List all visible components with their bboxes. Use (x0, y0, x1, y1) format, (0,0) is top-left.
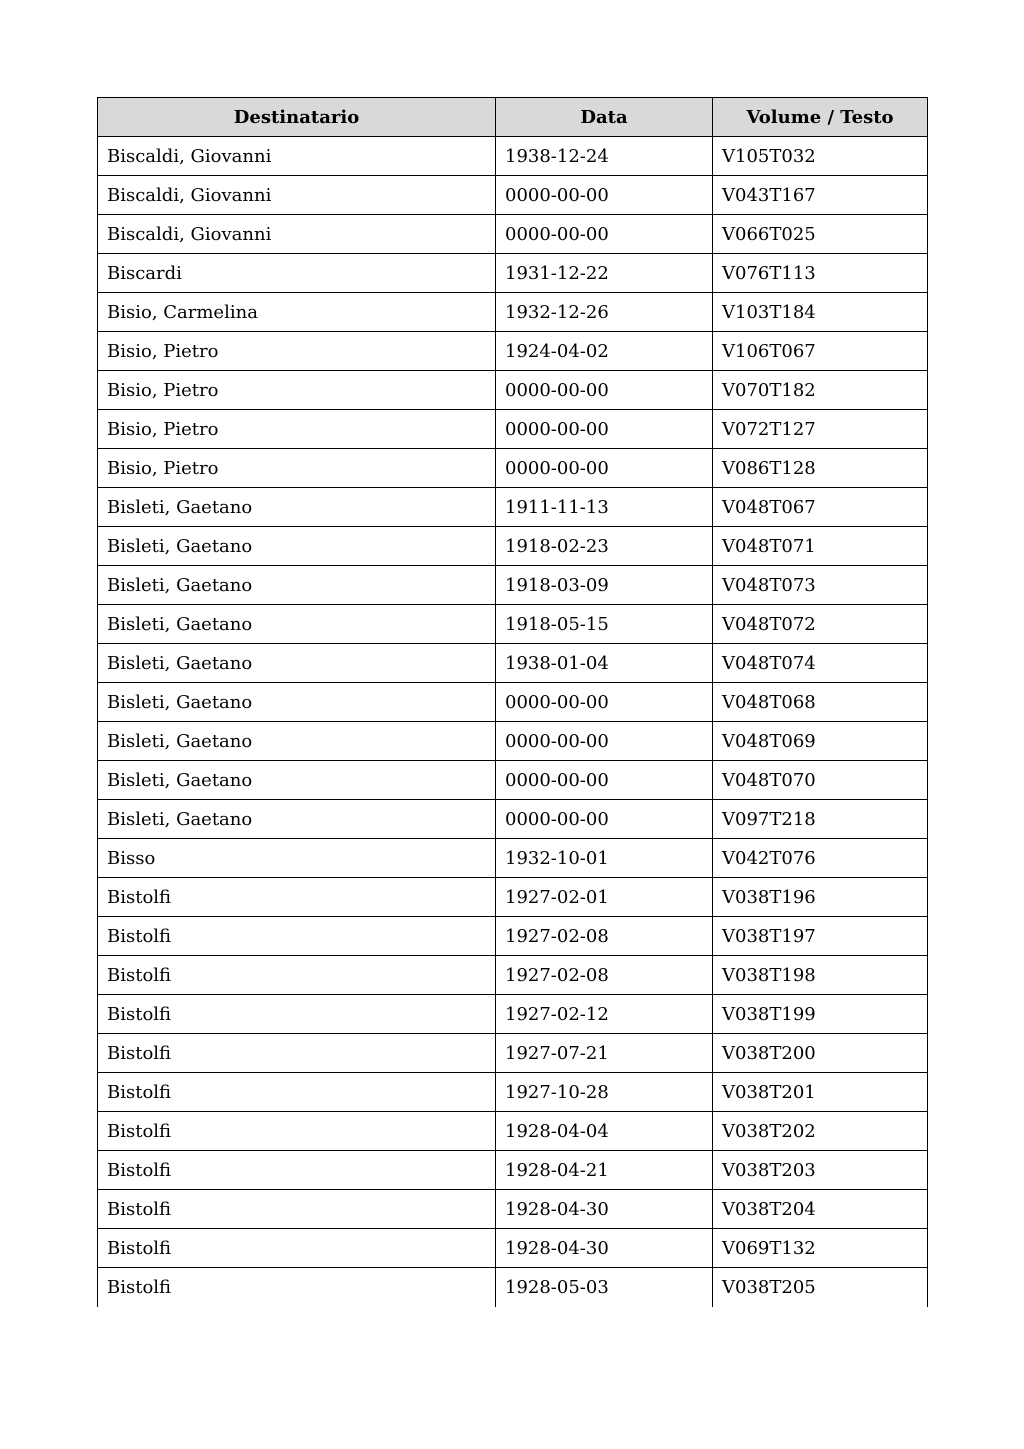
cell-destinatario: Bistolfi (98, 1268, 496, 1307)
cell-volume-testo: V048T070 (713, 761, 928, 800)
cell-destinatario: Biscaldi, Giovanni (98, 137, 496, 176)
cell-destinatario: Bistolfi (98, 1034, 496, 1073)
table-row (98, 371, 928, 410)
cell-data: 1938-12-24 (496, 137, 713, 176)
cell-destinatario: Bistolfi (98, 995, 496, 1034)
table-row (98, 722, 928, 761)
cell-data: 1927-02-01 (496, 878, 713, 917)
table-row (98, 1268, 928, 1307)
cell-data: 0000-00-00 (496, 176, 713, 215)
cell-data: 0000-00-00 (496, 215, 713, 254)
cell-destinatario: Bistolfi (98, 956, 496, 995)
table-row (98, 176, 928, 215)
cell-volume-testo: V038T200 (713, 1034, 928, 1073)
cell-volume-testo: V097T218 (713, 800, 928, 839)
cell-volume-testo: V076T113 (713, 254, 928, 293)
cell-volume-testo: V038T199 (713, 995, 928, 1034)
column-header-destinatario: Destinatario (98, 98, 496, 137)
cell-volume-testo: V106T067 (713, 332, 928, 371)
cell-destinatario: Biscaldi, Giovanni (98, 215, 496, 254)
cell-data: 1918-02-23 (496, 527, 713, 566)
cell-data: 1911-11-13 (496, 488, 713, 527)
cell-data: 1924-04-02 (496, 332, 713, 371)
table-row (98, 605, 928, 644)
cell-volume-testo: V048T071 (713, 527, 928, 566)
cell-data: 1928-04-21 (496, 1151, 713, 1190)
cell-volume-testo: V048T072 (713, 605, 928, 644)
table-row (98, 1112, 928, 1151)
table-row (98, 566, 928, 605)
cell-data: 1918-05-15 (496, 605, 713, 644)
cell-destinatario: Bisleti, Gaetano (98, 605, 496, 644)
cell-data: 0000-00-00 (496, 371, 713, 410)
cell-destinatario: Bisio, Carmelina (98, 293, 496, 332)
cell-destinatario: Bisleti, Gaetano (98, 722, 496, 761)
cell-volume-testo: V038T198 (713, 956, 928, 995)
cell-destinatario: Bisleti, Gaetano (98, 527, 496, 566)
table-row (98, 137, 928, 176)
cell-volume-testo: V038T201 (713, 1073, 928, 1112)
table-row (98, 761, 928, 800)
cell-data: 1928-04-30 (496, 1190, 713, 1229)
cell-destinatario: Bisleti, Gaetano (98, 800, 496, 839)
table-row (98, 995, 928, 1034)
table-row (98, 878, 928, 917)
cell-data: 0000-00-00 (496, 800, 713, 839)
table-row (98, 1073, 928, 1112)
cell-data: 0000-00-00 (496, 449, 713, 488)
cell-volume-testo: V070T182 (713, 371, 928, 410)
cell-data: 1927-02-12 (496, 995, 713, 1034)
cell-data: 1932-10-01 (496, 839, 713, 878)
table-row (98, 293, 928, 332)
cell-destinatario: Bisleti, Gaetano (98, 644, 496, 683)
table-row (98, 839, 928, 878)
cell-volume-testo: V048T074 (713, 644, 928, 683)
cell-volume-testo: V048T069 (713, 722, 928, 761)
table-row (98, 644, 928, 683)
cell-volume-testo: V038T202 (713, 1112, 928, 1151)
cell-destinatario: Bisleti, Gaetano (98, 488, 496, 527)
cell-data: 0000-00-00 (496, 722, 713, 761)
column-header-data: Data (496, 98, 713, 137)
cell-data: 1928-04-04 (496, 1112, 713, 1151)
cell-data: 1928-04-30 (496, 1229, 713, 1268)
cell-data: 1928-05-03 (496, 1268, 713, 1307)
cell-volume-testo: V038T205 (722, 1276, 816, 1298)
table-row (98, 1190, 928, 1229)
table-row (98, 917, 928, 956)
cell-data: 0000-00-00 (496, 761, 713, 800)
table-header-row (98, 98, 928, 137)
cell-destinatario: Bisio, Pietro (98, 410, 496, 449)
cell-data: 0000-00-00 (496, 683, 713, 722)
cell-data: 1927-10-28 (496, 1073, 713, 1112)
table-body (98, 137, 928, 1307)
cell-destinatario: Bisio, Pietro (98, 332, 496, 371)
cell-data: 1931-12-22 (496, 254, 713, 293)
table-row (98, 410, 928, 449)
cell-destinatario: Biscardi (98, 254, 496, 293)
cell-destinatario: Bistolfi (98, 878, 496, 917)
cell-destinatario: Bisso (98, 839, 496, 878)
column-header-volume-testo: Volume / Testo (713, 98, 928, 137)
cell-data: 0000-00-00 (496, 410, 713, 449)
cell-volume-testo: V103T184 (713, 293, 928, 332)
table-row (98, 956, 928, 995)
cell-volume-testo: V042T076 (713, 839, 928, 878)
letters-table (97, 97, 928, 1307)
table-row (98, 215, 928, 254)
cell-volume-testo: V038T196 (713, 878, 928, 917)
cell-volume-testo: V038T204 (713, 1190, 928, 1229)
table-row (98, 527, 928, 566)
cell-volume-testo: V038T197 (713, 917, 928, 956)
cell-volume-testo: V066T025 (713, 215, 928, 254)
cell-destinatario: Bisio, Pietro (98, 449, 496, 488)
table-row (98, 254, 928, 293)
cell-data: 1927-02-08 (496, 917, 713, 956)
cell-data: 1932-12-26 (496, 293, 713, 332)
cell-volume-testo: V069T132 (713, 1229, 928, 1268)
cell-data: 1938-01-04 (496, 644, 713, 683)
cell-destinatario: Bistolfi (98, 1073, 496, 1112)
cell-volume-testo: V105T032 (713, 137, 928, 176)
cell-data: 1918-03-09 (496, 566, 713, 605)
table-row (98, 488, 928, 527)
cell-data: 1927-07-21 (496, 1034, 713, 1073)
table-row (98, 1034, 928, 1073)
cell-volume-testo: V048T073 (713, 566, 928, 605)
table-row (98, 1229, 928, 1268)
table-row (98, 800, 928, 839)
table-row (98, 1151, 928, 1190)
cell-volume-testo: V038T203 (713, 1151, 928, 1190)
cell-volume-testo: V048T068 (713, 683, 928, 722)
cell-volume-testo: V086T128 (713, 449, 928, 488)
cell-data: 1927-02-08 (496, 956, 713, 995)
cell-destinatario: Bistolfi (98, 1190, 496, 1229)
cell-destinatario: Bisleti, Gaetano (98, 683, 496, 722)
cell-destinatario: Bisio, Pietro (98, 371, 496, 410)
cell-destinatario: Bisleti, Gaetano (98, 566, 496, 605)
table-row (98, 332, 928, 371)
table-row (98, 683, 928, 722)
cell-destinatario: Bistolfi (98, 1151, 496, 1190)
cell-destinatario: Bisleti, Gaetano (98, 761, 496, 800)
table-row (98, 449, 928, 488)
cell-destinatario: Bistolfi (98, 1229, 496, 1268)
cell-destinatario: Biscaldi, Giovanni (98, 176, 496, 215)
cell-destinatario: Bistolfi (98, 1112, 496, 1151)
cell-volume-testo: V043T167 (713, 176, 928, 215)
cell-volume-testo: V072T127 (713, 410, 928, 449)
cell-volume-testo: V048T067 (713, 488, 928, 527)
cell-destinatario: Bistolfi (98, 917, 496, 956)
